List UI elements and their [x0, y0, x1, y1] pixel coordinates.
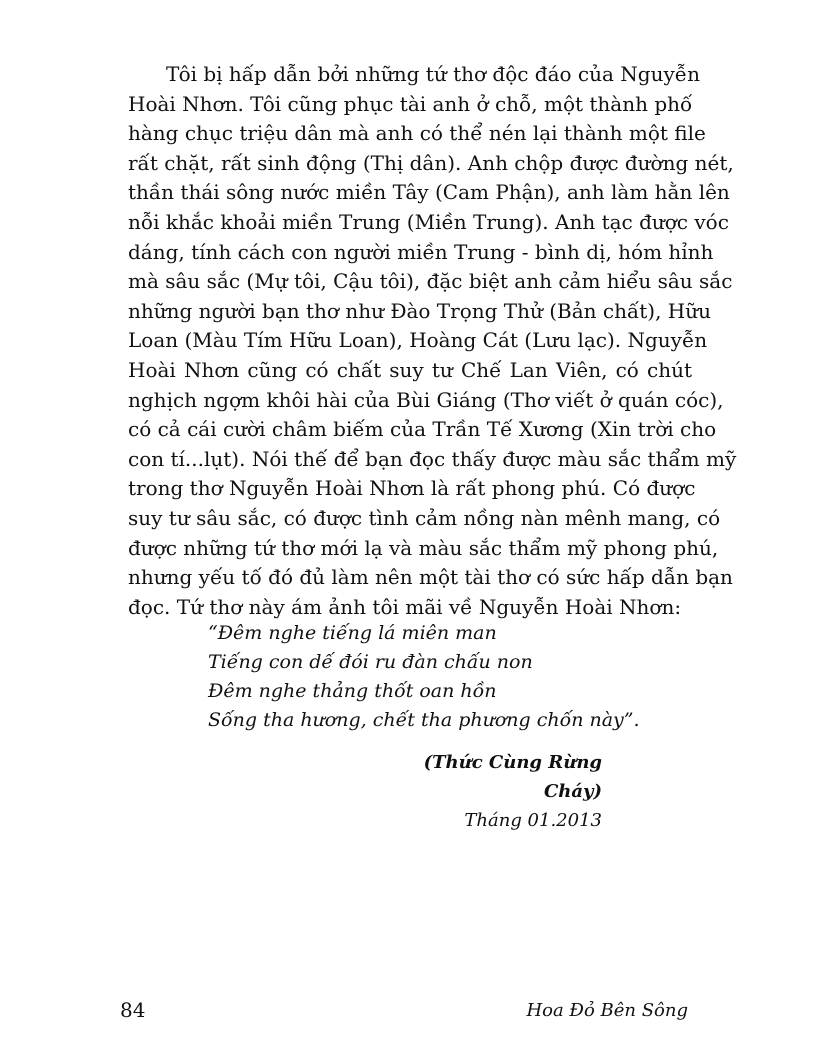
paragraph-line: được những tứ thơ mới lạ và màu sắc thẩm mỹ phong phú, [128, 535, 719, 560]
paragraph-line: thần thái sông nước miền Tây (Cam Phận), anh làm hằn lên [128, 180, 730, 205]
poem-date: Tháng 01.2013 [464, 810, 602, 831]
paragraph-line: nghịch ngợm khôi hài của Bùi Giáng (Thơ viết ở quán cóc), [128, 387, 724, 412]
page-number: 84 [120, 998, 146, 1022]
paragraph-line: con tí...lụt). Nói thế để bạn đọc thấy được màu sắc thẩm mỹ [128, 446, 737, 471]
paragraph-line: đọc. Tứ thơ này ám ảnh tôi mãi về Nguyễn Hoài Nhơn: [128, 594, 682, 619]
paragraph-line: dáng, tính cách con người miền Trung - bình dị, hóm hỉnh [128, 239, 714, 264]
poem-line: Đêm nghe thảng thốt oan hồn [208, 680, 497, 702]
paragraph-line: nỗi khắc khoải miền Trung (Miền Trung). Anh tạc được vóc [128, 209, 729, 234]
poem-source: (Thức Cùng Rừng Cháy) [423, 752, 602, 802]
paragraph-line: Loan (Màu Tím Hữu Loan), Hoàng Cát (Lưu lạc). Nguyễn [128, 328, 708, 353]
paragraph-line: rất chặt, rất sinh động (Thị dân). Anh chộp được đường nét, [128, 150, 734, 175]
poem-attribution [380, 748, 602, 835]
poem-quote [208, 619, 640, 735]
poem-line: “Đêm nghe tiếng lá miên man [208, 622, 497, 644]
paragraph-line: có cả cái cười châm biếm của Trần Tế Xương (Xin trời cho [128, 417, 717, 442]
paragraph-line: Tôi bị hấp dẫn bởi những tứ thơ độc đáo của Nguyễn [166, 62, 700, 86]
paragraph-line: trong thơ Nguyễn Hoài Nhơn là rất phong phú. Có được [128, 476, 696, 501]
running-footer-title: Hoa Đỏ Bên Sông [526, 1000, 688, 1021]
poem-line: Sống tha hương, chết tha phương chốn này”. [208, 709, 640, 731]
paragraph-line: suy tư sâu sắc, có được tình cảm nồng nàn mênh mang, có [128, 505, 721, 530]
paragraph-line: Hoài Nhơn cũng có chất suy tư Chế Lan Viên, có chút [128, 357, 692, 382]
paragraph-line: những người bạn thơ như Đào Trọng Thử (Bản chất), Hữu [128, 298, 711, 323]
paragraph-line: nhưng yếu tố đó đủ làm nên một tài thơ có sức hấp dẫn bạn [128, 565, 733, 590]
body-paragraph [128, 60, 737, 622]
paragraph-line: hàng chục triệu dân mà anh có thể nén lại thành một file [128, 121, 706, 146]
paragraph-line: mà sâu sắc (Mự tôi, Cậu tôi), đặc biệt anh cảm hiểu sâu sắc [128, 269, 733, 294]
paragraph-line: Hoài Nhơn. Tôi cũng phục tài anh ở chỗ, một thành phố [128, 91, 693, 116]
poem-line: Tiếng con dế đói ru đàn chấu non [208, 651, 533, 673]
